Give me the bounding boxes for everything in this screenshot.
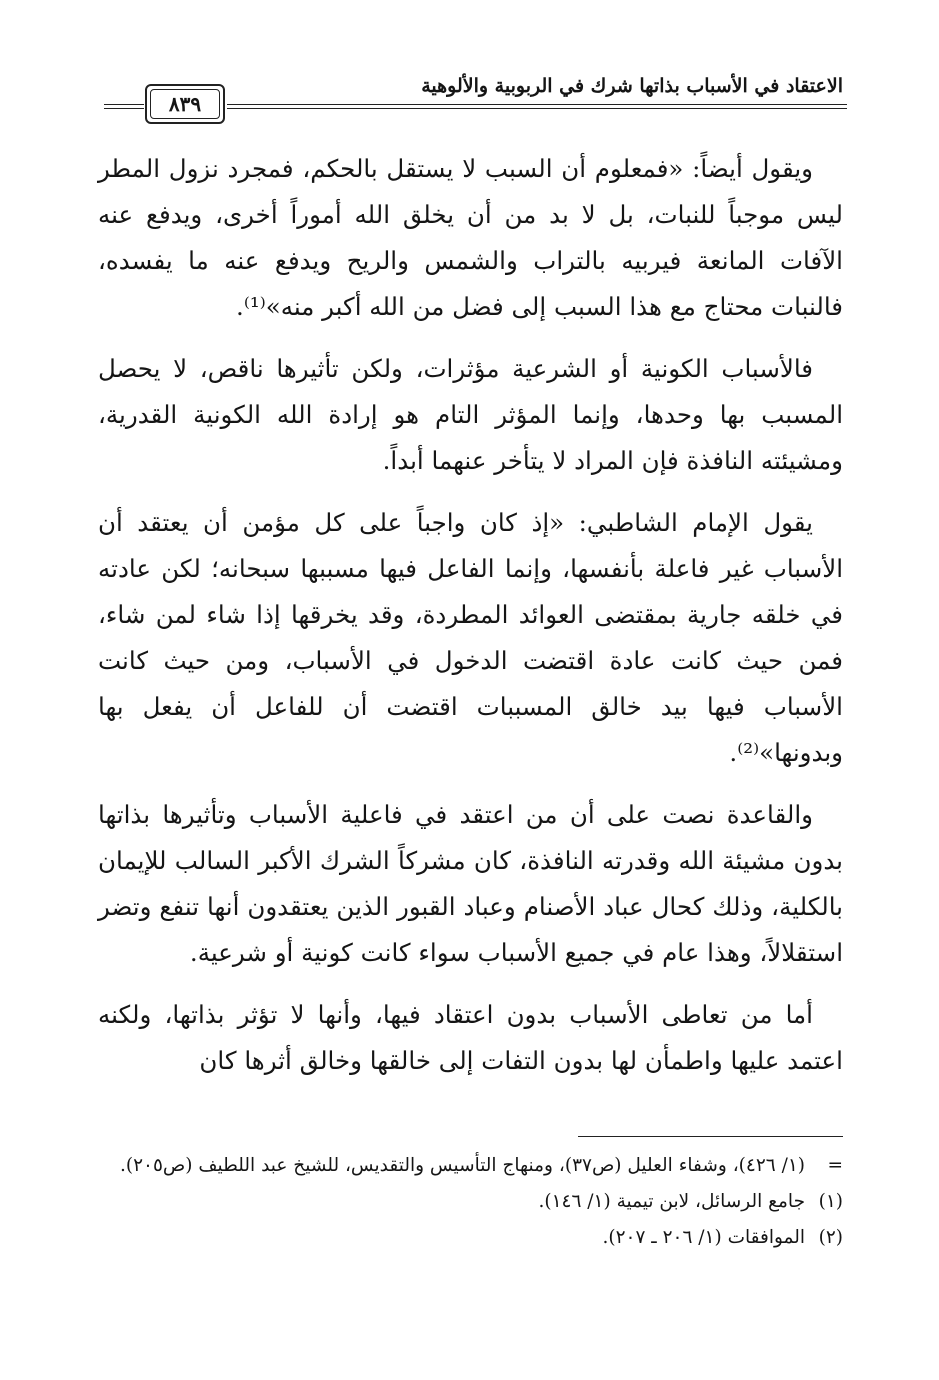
footnote-text: جامع الرسائل، لابن تيمية (١/ ١٤٦). — [538, 1191, 805, 1212]
page-number-frame — [145, 84, 225, 124]
paragraph: أما من تعاطى الأسباب بدون اعتقاد فيها، وأنها لا تؤثر بذاتها، ولكنه اعتمد عليها واطمأن لها بدون التفات إلى خالقها وخالق أثرها كان — [98, 1000, 843, 1075]
footnotes — [98, 1150, 843, 1258]
paragraph: فالأسباب الكونية أو الشرعية مؤثرات، ولكن تأثيرها ناقص، لا يحصل المسبب بها وحدها، وإنما المؤثر التام هو إرادة الله الكونية القدرية، ومشيئته النافذة فإن المراد لا يتأخر عنهما أبداً. — [98, 354, 843, 475]
footnote — [98, 1186, 843, 1218]
footnote — [98, 1222, 843, 1254]
footnote-text: الموافقات (١/ ٢٠٦ ـ ٢٠٧). — [602, 1227, 805, 1248]
paragraph: يقول الإمام الشاطبي: «إذ كان واجباً على كل مؤمن أن يعتقد أن الأسباب غير فاعلة بأنفسها، وإنما الفاعل فيها مسببها سبحانه؛ لكن عادته في خلقه جارية بمقتضى العوائد المطردة، وقد يخرقها إذا شاء لمن شاء، فمن حيث كانت عادة اقتضت الدخول في الأسباب، ومن حيث كانت الأسباب فيها بيد خالق المسببات اقتضت أن للفاعل أن يفعل بها وبدونها»⁽²⁾. — [98, 508, 843, 767]
page-number: ٨٣٩ — [168, 92, 202, 116]
paragraph: والقاعدة نصت على أن من اعتقد في فاعلية الأسباب وتأثيرها بذاتها بدون مشيئة الله وقدرته النافذة، كان مشركاً الشرك الأكبر السالب للإيمان بالكلية، وذلك كحال عباد الأصنام وعباد القبور الذين يعتقدون أنها تنفع وتضر استقلالاً، وهذا عام في جميع الأسباب سواء كانت كونية أو شرعية. — [98, 800, 843, 967]
body-text — [98, 146, 843, 1100]
footnote — [98, 1150, 843, 1182]
footnote-mark: (٢) — [818, 1227, 843, 1248]
running-title: الاعتقاد في الأسباب بذاتها شرك في الربوبية والألوهية — [421, 75, 843, 97]
header-rule-left — [104, 104, 144, 109]
footnote-mark: = — [827, 1155, 843, 1176]
footnote-text: (١/ ٤٢٦)، وشفاء العليل (ص٣٧)، ومنهاج التأسيس والتقديس، للشيخ عبد اللطيف (ص٢٠٥). — [120, 1155, 805, 1176]
paragraph: ويقول أيضاً: «فمعلوم أن السبب لا يستقل بالحكم، فمجرد نزول المطر ليس موجباً للنبات، بل لا بد من أن يخلق الله أموراً أخرى، ويدفع عنه الآفات المانعة فيربيه بالتراب والشمس والريح ويدفع عنه ما يفسده، فالنبات محتاج مع هذا السبب إلى فضل من الله أكبر منه»⁽¹⁾. — [98, 154, 843, 321]
header-rule — [227, 104, 847, 109]
footnote-separator — [578, 1136, 843, 1137]
footnote-mark: (١) — [818, 1191, 843, 1212]
